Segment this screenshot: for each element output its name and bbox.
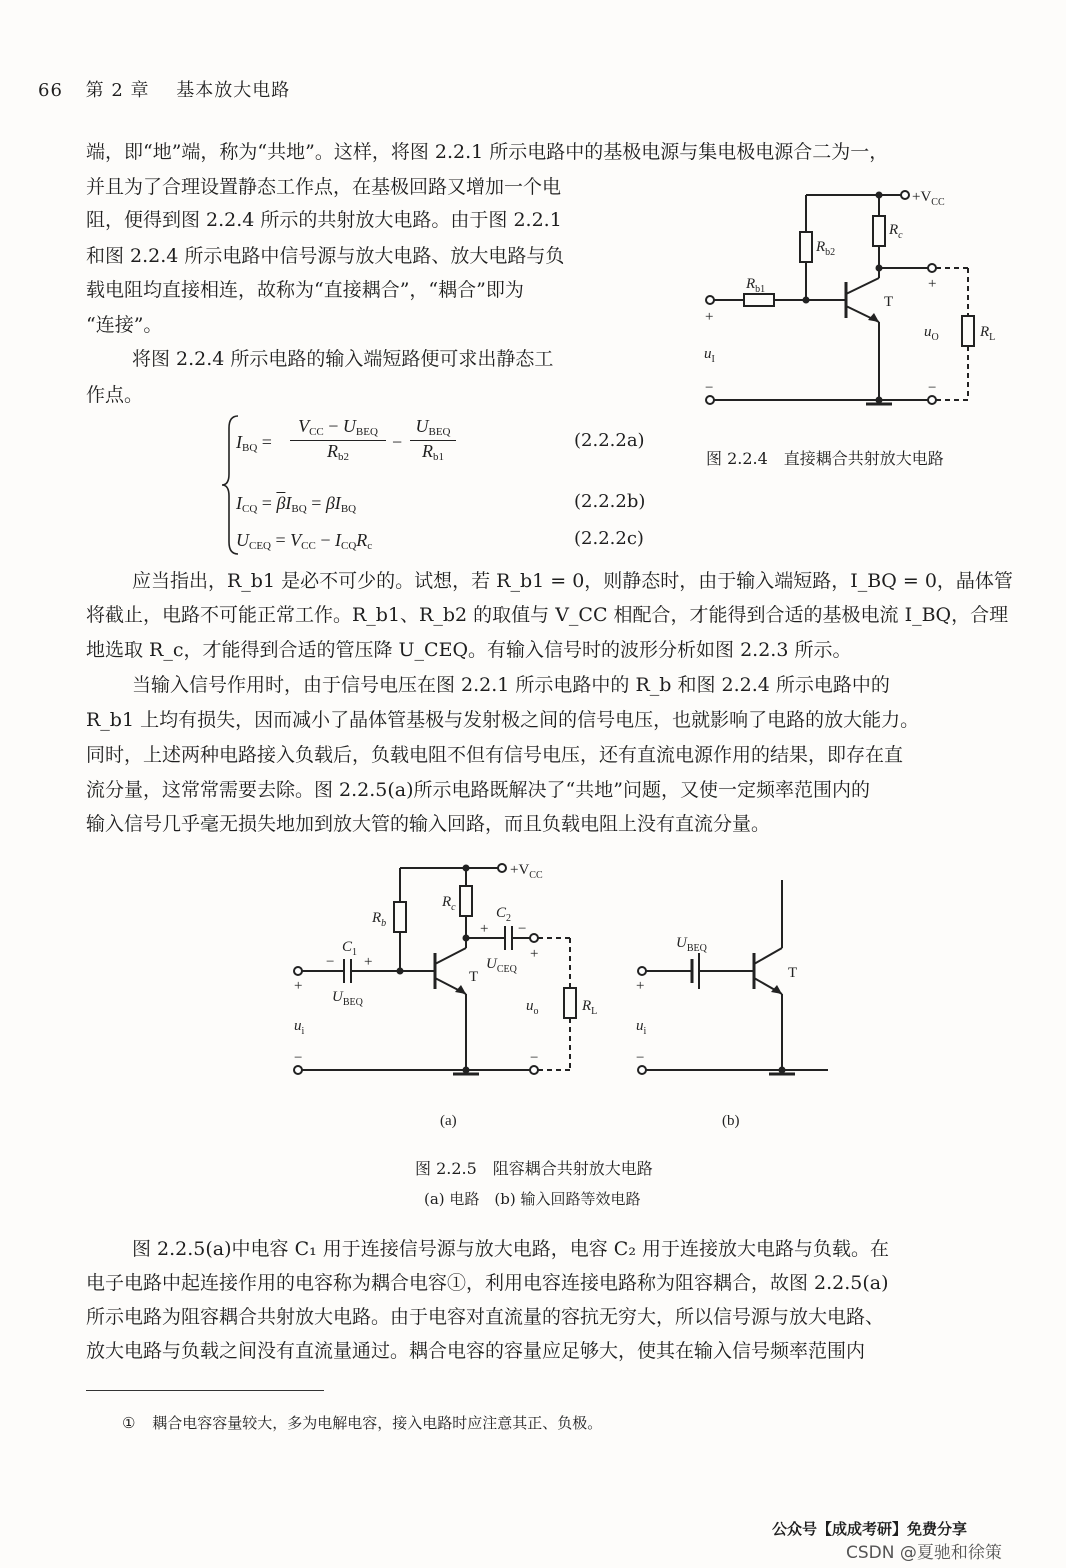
svg-text:RL xyxy=(581,998,597,1017)
svg-text:uO xyxy=(924,324,939,343)
svg-text:ui xyxy=(636,1018,647,1037)
f5b-in-minus: − xyxy=(636,1050,645,1066)
svg-text:uo xyxy=(526,998,539,1017)
svg-text:C2 xyxy=(496,905,511,924)
eq-a-frac1: $V_{CC} - U_{BEQ}$ $R_{b2}$ xyxy=(290,416,386,463)
f5-c2-plus: + xyxy=(480,921,489,937)
f4-out-minus: − xyxy=(928,380,937,396)
f5-label-a: (a) xyxy=(440,1113,457,1129)
f5-uo-label: u xyxy=(526,998,534,1014)
f5-rc-label: R xyxy=(442,894,452,910)
f5-ubeq-label: U xyxy=(332,989,343,1005)
f5-uo-sub: o xyxy=(533,1006,539,1017)
f4-rb2-label: R xyxy=(816,239,826,255)
fig-2-2-5-circuit xyxy=(280,850,840,1140)
svg-text:UBEQ xyxy=(332,989,364,1008)
para3-line2: 将截止，电路不可能正常工作。R_b1、R_b2 的取值与 V_CC 相配合，才能得到合适的基极电流 I_BQ，合理 xyxy=(86,604,1009,626)
para5-line3: 所示电路为阻容耦合共射放大电路。由于电容对直流量的容抗无穷大，所以信号源与放大电路、 xyxy=(86,1306,885,1328)
para1-line4: 和图 2.2.4 所示电路中信号源与放大电路、放大电路与负 xyxy=(86,245,565,267)
page-number: 66 xyxy=(38,80,63,101)
f5b-transistor-label: T xyxy=(788,965,798,981)
f4-ui-label: u xyxy=(704,346,712,362)
f5-c1-plus: + xyxy=(364,954,373,970)
share-watermark: 公众号【成成考研】免费分享 xyxy=(772,1520,968,1538)
para4-line4: 流分量，这常常需要去除。图 2.2.5(a)所示电路既解决了“共地”问题，又使一定频率范围内的 xyxy=(86,779,870,801)
f5-ubeq-sub: BEQ xyxy=(342,997,363,1008)
svg-text:ui xyxy=(294,1018,305,1037)
f5-rb-sub: b xyxy=(381,918,387,929)
f4-vcc-sub: CC xyxy=(931,197,945,208)
f5-transistor-label: T xyxy=(469,969,479,985)
page-header xyxy=(38,76,290,102)
svg-text:UBEQ xyxy=(676,935,708,954)
f4-rl-sub: L xyxy=(989,332,996,343)
f5-rl-label: R xyxy=(582,998,592,1014)
chapter-label: 第 2 章 xyxy=(85,80,150,101)
svg-text:Rc xyxy=(441,894,456,913)
para5-line2: 电子电路中起连接作用的电容称为耦合电容①，利用电容连接电路称为阻容耦合，故图 2.2.5(a) xyxy=(86,1272,889,1294)
svg-text:Rb xyxy=(371,910,386,929)
para2-line2: 作点。 xyxy=(86,384,144,406)
f5-vcc-sub: CC xyxy=(529,870,543,881)
eq-a-frac2: $U_{BEQ}$ $R_{b1}$ xyxy=(410,416,456,463)
f5-in-minus: − xyxy=(294,1050,303,1066)
footnote xyxy=(122,1412,602,1433)
f5-c1-minus: − xyxy=(326,954,335,970)
f5b-ubeq-label: U xyxy=(676,935,687,951)
svg-text:C1 xyxy=(342,939,357,958)
para3-line3: 地选取 R_c，才能得到合适的管压降 U_CEQ。有输入信号时的波形分析如图 2.2.3 所示。 xyxy=(86,639,852,661)
para3-line1: 应当指出，R_b1 是必不可少的。试想，若 R_b1 = 0，则静态时，由于输入端短路，I_BQ = 0，晶体管 xyxy=(132,570,1013,592)
para4-line3: 同时，上述两种电路接入负载后，负载电阻不但有信号电压，还有直流电源作用的结果，即存在直 xyxy=(86,744,904,766)
svg-text:RL xyxy=(979,324,995,343)
f5-uceq-label: U xyxy=(486,956,497,972)
svg-text:+VCC xyxy=(912,189,945,208)
eq-c: $U_{CEQ} = V_{CC} - I_{CQ}R_c$ xyxy=(236,530,373,552)
f5-ui-label: u xyxy=(294,1018,302,1034)
eq-a-lhs: $I_{BQ}$ = xyxy=(236,432,272,454)
para1-line2: 并且为了合理设置静态工作点，在基极回路又增加一个电 xyxy=(86,176,562,198)
f5b-ubeq-sub: BEQ xyxy=(686,943,707,954)
f5-c2-sub: 2 xyxy=(506,913,512,924)
svg-text:+VCC xyxy=(510,862,543,881)
fig-2-2-4-caption: 图 2.2.4 直接耦合共射放大电路 xyxy=(706,449,944,468)
f4-uo-label: u xyxy=(924,324,932,340)
para2-line1: 将图 2.2.4 所示电路的输入端短路便可求出静态工 xyxy=(132,348,554,370)
f5-out-minus: − xyxy=(530,1050,539,1066)
f5-out-plus: + xyxy=(530,946,539,962)
fig-2-2-5-subcaption: (a) 电路 (b) 输入回路等效电路 xyxy=(424,1190,641,1208)
f5-rl-sub: L xyxy=(591,1006,598,1017)
f4-ui-sub: I xyxy=(711,354,715,365)
f4-in-plus: + xyxy=(705,309,714,325)
f4-rc-sub: c xyxy=(898,230,903,241)
fig-2-2-4-circuit xyxy=(696,170,996,420)
eq-a-sub: BQ xyxy=(242,442,258,454)
para5-line1: 图 2.2.5(a)中电容 C₁ 用于连接信号源与放大电路，电容 C₂ 用于连接放大电路与负载。在 xyxy=(132,1238,890,1260)
f4-rb2-sub: b2 xyxy=(825,247,836,258)
eq-a-number: (2.2.2a) xyxy=(574,430,645,451)
para4-line1: 当输入信号作用时，由于信号电压在图 2.2.1 所示电路中的 R_b 和图 2.2.4 所示电路中的 xyxy=(132,674,890,696)
svg-text:Rc xyxy=(888,222,903,241)
para1-line3: 阻，便得到图 2.2.4 所示的共射放大电路。由于图 2.2.1 xyxy=(86,209,562,231)
f5-rb-label: R xyxy=(372,910,382,926)
footnote-text: 耦合电容容量较大，多为电解电容，接入电路时应注意其正、负极。 xyxy=(152,1414,603,1432)
f4-rb1-label: R xyxy=(746,276,756,292)
eq-c-number: (2.2.2c) xyxy=(574,528,644,549)
f5-c2-label: C xyxy=(496,905,507,921)
svg-text:UCEQ xyxy=(486,956,518,975)
csdn-watermark: CSDN @夏驰和徐策 xyxy=(846,1543,1002,1563)
f5b-ui-label: u xyxy=(636,1018,644,1034)
svg-text:Rb2 xyxy=(815,239,835,258)
f4-out-plus: + xyxy=(928,276,937,292)
para1-line6: “连接”。 xyxy=(86,314,163,336)
f5-rc-sub: c xyxy=(451,902,456,913)
f4-rc-label: R xyxy=(889,222,899,238)
f5-vcc-label: +V xyxy=(510,862,530,878)
footnote-mark: ① xyxy=(122,1414,136,1432)
para4-line5: 输入信号几乎毫无损失地加到放大管的输入回路，而且负载电阻上没有直流分量。 xyxy=(86,813,771,835)
f5-c1-sub: 1 xyxy=(352,947,358,958)
eq-b: $I_{CQ} = \overline{\beta}I_{BQ} = \beta I_{BQ}$ xyxy=(236,493,357,515)
svg-text:Rb1 xyxy=(745,276,765,295)
para1-line5: 载电阻均直接相连，故称为“直接耦合”，“耦合”即为 xyxy=(86,279,524,301)
eq-a-var: I xyxy=(236,432,242,452)
para1-line1: 端，即“地”端，称为“共地”。这样，将图 2.2.1 所示电路中的基极电源与集电极电源合二为一， xyxy=(86,141,889,163)
f4-in-minus: − xyxy=(705,380,714,396)
f5-ui-sub: i xyxy=(301,1026,305,1037)
f4-transistor-label: T xyxy=(884,294,894,310)
footnote-rule xyxy=(86,1390,324,1391)
f5b-ui-sub: i xyxy=(643,1026,647,1037)
f5-in-plus: + xyxy=(294,978,303,994)
eq-b-number: (2.2.2b) xyxy=(574,491,646,512)
fig-2-2-5-caption: 图 2.2.5 阻容耦合共射放大电路 xyxy=(415,1159,653,1178)
chapter-title: 基本放大电路 xyxy=(176,80,291,101)
f5-c1-label: C xyxy=(342,939,353,955)
para4-line2: R_b1 上均有损失，因而减小了晶体管基极与发射极之间的信号电压，也就影响了电路的放大能力。 xyxy=(86,709,920,731)
f5-uceq-sub: CEQ xyxy=(496,964,517,975)
f5-label-b: (b) xyxy=(722,1113,740,1129)
svg-text:uI xyxy=(704,346,715,365)
f4-rl-label: R xyxy=(980,324,990,340)
f4-vcc-label: +V xyxy=(912,189,932,205)
f5b-in-plus: + xyxy=(636,978,645,994)
f4-rb1-sub: b1 xyxy=(755,284,766,295)
f4-uo-sub: O xyxy=(931,332,939,343)
para5-line4: 放大电路与负载之间没有直流量通过。耦合电容的容量应足够大，使其在输入信号频率范围内 xyxy=(86,1340,866,1362)
f5-c2-minus: − xyxy=(518,921,527,937)
